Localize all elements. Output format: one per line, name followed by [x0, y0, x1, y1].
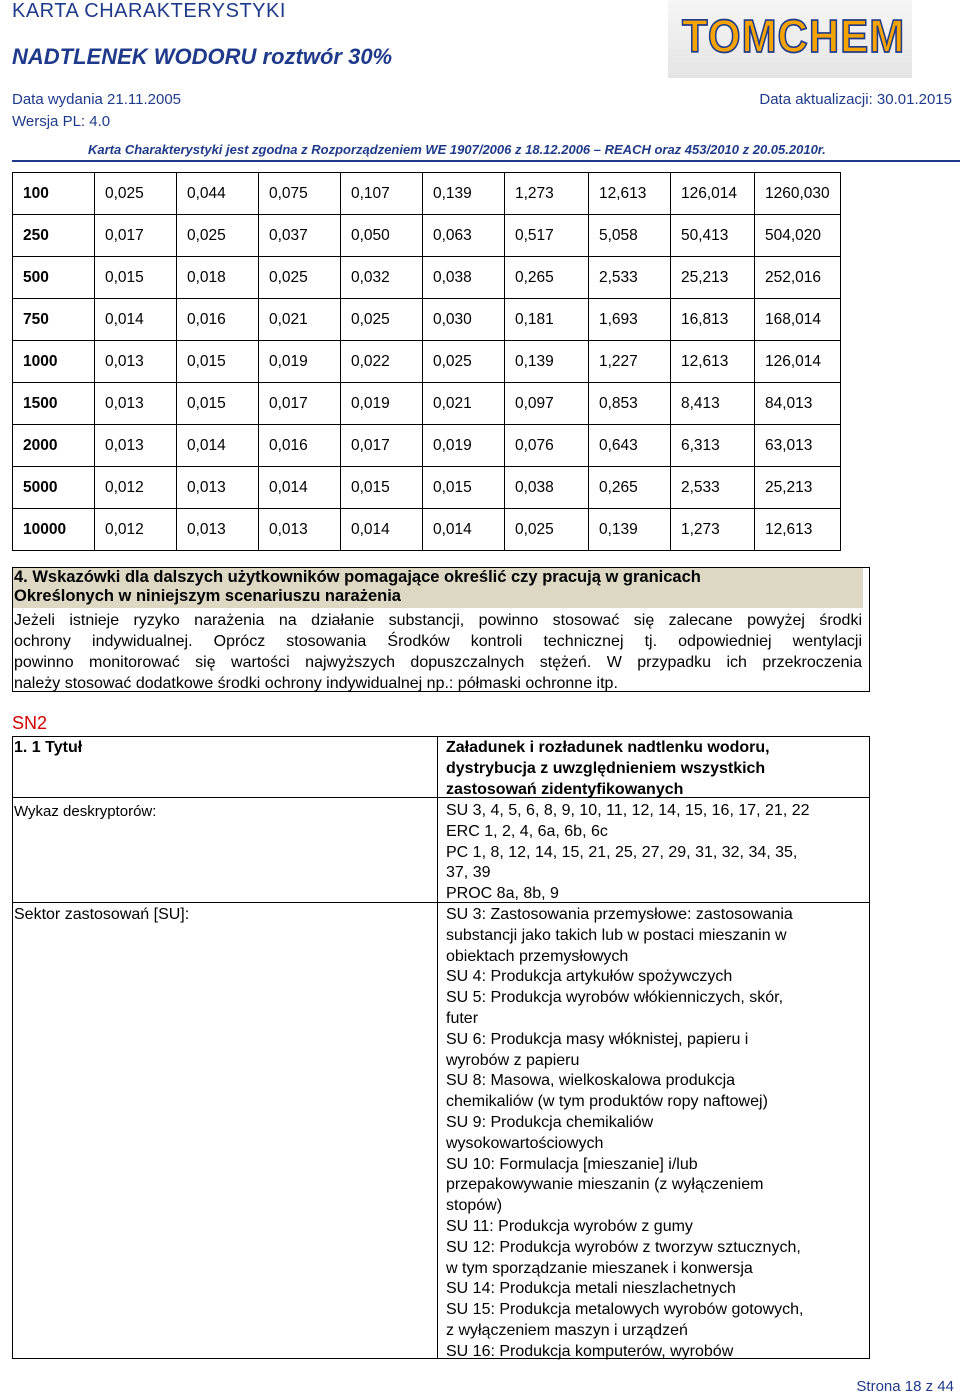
- value-cell: 0,025: [177, 215, 259, 257]
- value-cell: 0,265: [505, 257, 589, 299]
- value-cell: 0,013: [95, 341, 177, 383]
- value-cell: 0,013: [177, 509, 259, 551]
- sector-line: SU 10: Formulacja [mieszanie] i/lub: [446, 1155, 698, 1173]
- sector-line: SU 15: Produkcja metalowych wyrobów gotowych,: [446, 1301, 804, 1319]
- value-cell: 0,017: [259, 383, 341, 425]
- value-cell: 6,313: [671, 425, 755, 467]
- version: Wersja PL: 4.0: [12, 113, 111, 130]
- sector-line: SU 14: Produkcja metali nieszlachetnych: [446, 1280, 736, 1298]
- value-cell: 2,533: [589, 257, 671, 299]
- issue-date: Data wydania 21.11.2005: [12, 91, 182, 108]
- concentration-cell: 750: [13, 299, 95, 341]
- descriptors-label: Wykaz deskryptorów:: [14, 803, 157, 820]
- section-4-line: Jeżeli istnieje ryzyko narażenia na działanie substancji, powinno stosować się zalecane powyżej środki: [14, 612, 862, 629]
- value-cell: 0,021: [259, 299, 341, 341]
- sector-line: substancji jako takich lub w postaci mieszanin w: [446, 926, 787, 944]
- product-name: NADTLENEK WODORU roztwór 30%: [12, 44, 393, 69]
- value-cell: 0,014: [95, 299, 177, 341]
- descriptor-line: SU 3, 4, 5, 6, 8, 9, 10, 11, 12, 14, 15, 16, 17, 21, 22: [446, 802, 810, 819]
- value-cell: 0,018: [177, 257, 259, 299]
- value-cell: 0,044: [177, 173, 259, 215]
- value-cell: 0,012: [95, 509, 177, 551]
- value-cell: 1260,030: [755, 173, 841, 215]
- value-cell: 0,019: [423, 425, 505, 467]
- title-value: [446, 738, 770, 800]
- value-cell: 0,097: [505, 383, 589, 425]
- table-row: [13, 467, 841, 509]
- header-divider: [12, 160, 960, 162]
- section-4-body: [14, 610, 862, 694]
- concentration-cell: 250: [13, 215, 95, 257]
- value-cell: 50,413: [671, 215, 755, 257]
- sector-line: SU 16: Produkcja komputerów, wyrobów: [446, 1342, 734, 1360]
- value-cell: 0,139: [589, 509, 671, 551]
- value-cell: 168,014: [755, 299, 841, 341]
- concentration-cell: 100: [13, 173, 95, 215]
- section-4-heading-line2: Określonych w niniejszym scenariuszu narażenia: [14, 587, 401, 605]
- value-cell: 0,075: [259, 173, 341, 215]
- value-cell: 63,013: [755, 425, 841, 467]
- value-cell: 0,038: [505, 467, 589, 509]
- value-cell: 16,813: [671, 299, 755, 341]
- value-cell: 0,139: [423, 173, 505, 215]
- value-cell: 0,014: [177, 425, 259, 467]
- value-cell: 0,015: [177, 341, 259, 383]
- descriptors-list: [446, 801, 810, 905]
- value-cell: 8,413: [671, 383, 755, 425]
- sector-line: SU 11: Produkcja wyrobów z gumy: [446, 1217, 693, 1235]
- value-cell: 5,058: [589, 215, 671, 257]
- value-cell: 0,015: [95, 257, 177, 299]
- value-cell: 12,613: [589, 173, 671, 215]
- scenario-table: [12, 736, 870, 1359]
- table-row: [13, 173, 841, 215]
- value-cell: 0,025: [341, 299, 423, 341]
- value-cell: 25,213: [671, 257, 755, 299]
- value-cell: 0,013: [259, 509, 341, 551]
- value-cell: 0,038: [423, 257, 505, 299]
- concentration-cell: 5000: [13, 467, 95, 509]
- value-cell: 1,227: [589, 341, 671, 383]
- page-number: Strona 18 z 44: [856, 1378, 954, 1395]
- value-cell: 0,015: [423, 467, 505, 509]
- sector-line: SU 8: Masowa, wielkoskalowa produkcja: [446, 1072, 736, 1090]
- value-cell: 252,016: [755, 257, 841, 299]
- value-cell: 0,019: [259, 341, 341, 383]
- concentration-cell: 10000: [13, 509, 95, 551]
- company-logo-text: TOMCHEM: [682, 10, 906, 62]
- value-cell: 2,533: [671, 467, 755, 509]
- value-cell: 0,517: [505, 215, 589, 257]
- value-cell: 12,613: [671, 341, 755, 383]
- sector-list: [446, 905, 804, 1363]
- title-label: 1. 1 Tytuł: [14, 739, 83, 756]
- title-line: zastosowań zidentyfikowanych: [446, 780, 684, 798]
- value-cell: 1,273: [505, 173, 589, 215]
- sector-line: w tym sporządzanie mieszanek i konwersja: [446, 1259, 753, 1277]
- value-cell: 0,014: [423, 509, 505, 551]
- value-cell: 0,014: [341, 509, 423, 551]
- value-cell: 1,273: [671, 509, 755, 551]
- descriptor-line: 37, 39: [446, 864, 491, 882]
- descriptor-line: PC 1, 8, 12, 14, 15, 21, 25, 27, 29, 31, 32, 34, 35,: [446, 843, 798, 861]
- sector-line: obiektach przemysłowych: [446, 947, 629, 965]
- sector-line: SU 6: Produkcja masy włóknistej, papieru i: [446, 1030, 749, 1048]
- table-body: [13, 173, 841, 551]
- value-cell: 0,013: [177, 467, 259, 509]
- sector-line: SU 9: Produkcja chemikaliów: [446, 1113, 654, 1131]
- sector-line: SU 3: Zastosowania przemysłowe: zastosowania: [446, 906, 793, 923]
- concentration-cell: 1000: [13, 341, 95, 383]
- title-line: Załadunek i rozładunek nadtlenku wodoru,: [446, 739, 770, 756]
- section-4-line: powinno monitorować się wartości najwyższych dopuszczalnych stężeń. W przypadku ich przekroczenia: [14, 654, 862, 671]
- exposure-values-table: [12, 172, 841, 551]
- value-cell: 0,050: [341, 215, 423, 257]
- value-cell: 0,025: [259, 257, 341, 299]
- value-cell: 0,107: [341, 173, 423, 215]
- value-cell: 0,013: [95, 425, 177, 467]
- value-cell: 25,213: [755, 467, 841, 509]
- sector-line: futer: [446, 1009, 479, 1027]
- value-cell: 126,014: [755, 341, 841, 383]
- sector-line: z wyłączeniem maszyn i urządzeń: [446, 1321, 688, 1339]
- value-cell: 0,076: [505, 425, 589, 467]
- value-cell: 0,013: [95, 383, 177, 425]
- section-4-line: ochrony indywidualnej. Oprócz stosowania Środków kontroli technicznej tj. odpowiedniej wentylacji: [14, 633, 862, 650]
- scenario-label: SN2: [12, 713, 48, 733]
- column-divider: [437, 737, 438, 1358]
- section-4-heading: [13, 568, 863, 608]
- value-cell: 504,020: [755, 215, 841, 257]
- value-cell: 0,014: [259, 467, 341, 509]
- section-4-heading-line1: 4. Wskazówki dla dalszych użytkowników pomagające określić czy pracują w granicach: [14, 568, 701, 586]
- title-line: dystrybucja z uwzględnieniem wszystkich: [446, 759, 766, 777]
- value-cell: 0,643: [589, 425, 671, 467]
- sector-line: stopów): [446, 1197, 503, 1215]
- document-type-title: KARTA CHARAKTERYSTYKI: [12, 0, 286, 22]
- update-date: Data aktualizacji: 30.01.2015: [759, 91, 952, 108]
- value-cell: 0,063: [423, 215, 505, 257]
- value-cell: 12,613: [755, 509, 841, 551]
- concentration-cell: 500: [13, 257, 95, 299]
- table-row: [13, 257, 841, 299]
- section-4-box: [12, 567, 870, 692]
- reach-compliance-note: Karta Charakterystyki jest zgodna z Rozporządzeniem WE 1907/2006 z 18.12.2006 – REACH oraz 453/2010 z 20.05.2010r.: [88, 142, 826, 157]
- value-cell: 1,693: [589, 299, 671, 341]
- descriptor-line: ERC 1, 2, 4, 6a, 6b, 6c: [446, 822, 608, 840]
- value-cell: 0,025: [423, 341, 505, 383]
- table-row: [13, 215, 841, 257]
- value-cell: 0,025: [95, 173, 177, 215]
- table-row: [13, 299, 841, 341]
- value-cell: 0,015: [177, 383, 259, 425]
- value-cell: 0,032: [341, 257, 423, 299]
- value-cell: 0,017: [341, 425, 423, 467]
- table-row: [13, 383, 841, 425]
- value-cell: 0,181: [505, 299, 589, 341]
- value-cell: 0,017: [95, 215, 177, 257]
- value-cell: 126,014: [671, 173, 755, 215]
- value-cell: 0,022: [341, 341, 423, 383]
- value-cell: 0,025: [505, 509, 589, 551]
- table-row: [13, 509, 841, 551]
- value-cell: 0,021: [423, 383, 505, 425]
- value-cell: 84,013: [755, 383, 841, 425]
- value-cell: 0,015: [341, 467, 423, 509]
- value-cell: 0,139: [505, 341, 589, 383]
- concentration-cell: 2000: [13, 425, 95, 467]
- sector-line: SU 12: Produkcja wyrobów z tworzyw sztucznych,: [446, 1238, 801, 1256]
- value-cell: 0,030: [423, 299, 505, 341]
- value-cell: 0,019: [341, 383, 423, 425]
- sector-line: SU 5: Produkcja wyrobów włókienniczych, skór,: [446, 989, 784, 1007]
- table-row: [13, 341, 841, 383]
- descriptor-line: PROC 8a, 8b, 9: [446, 885, 559, 903]
- sector-line: przepakowywanie mieszanin (z wyłączeniem: [446, 1176, 764, 1194]
- value-cell: 0,016: [177, 299, 259, 341]
- sector-line: wyrobów z papieru: [446, 1051, 580, 1069]
- table-row: [13, 425, 841, 467]
- value-cell: 0,016: [259, 425, 341, 467]
- concentration-cell: 1500: [13, 383, 95, 425]
- sector-label: Sektor zastosowań [SU]:: [14, 906, 190, 923]
- value-cell: 0,265: [589, 467, 671, 509]
- sector-line: chemikaliów (w tym produktów ropy naftowej): [446, 1093, 768, 1111]
- section-4-line: należy stosować dodatkowe środki ochrony indywidualnej np.: półmaski ochronne itp.: [14, 675, 618, 692]
- value-cell: 0,012: [95, 467, 177, 509]
- value-cell: 0,037: [259, 215, 341, 257]
- sector-line: wysokowartościowych: [446, 1134, 604, 1152]
- sector-line: SU 4: Produkcja artykułów spożywczych: [446, 968, 733, 986]
- value-cell: 0,853: [589, 383, 671, 425]
